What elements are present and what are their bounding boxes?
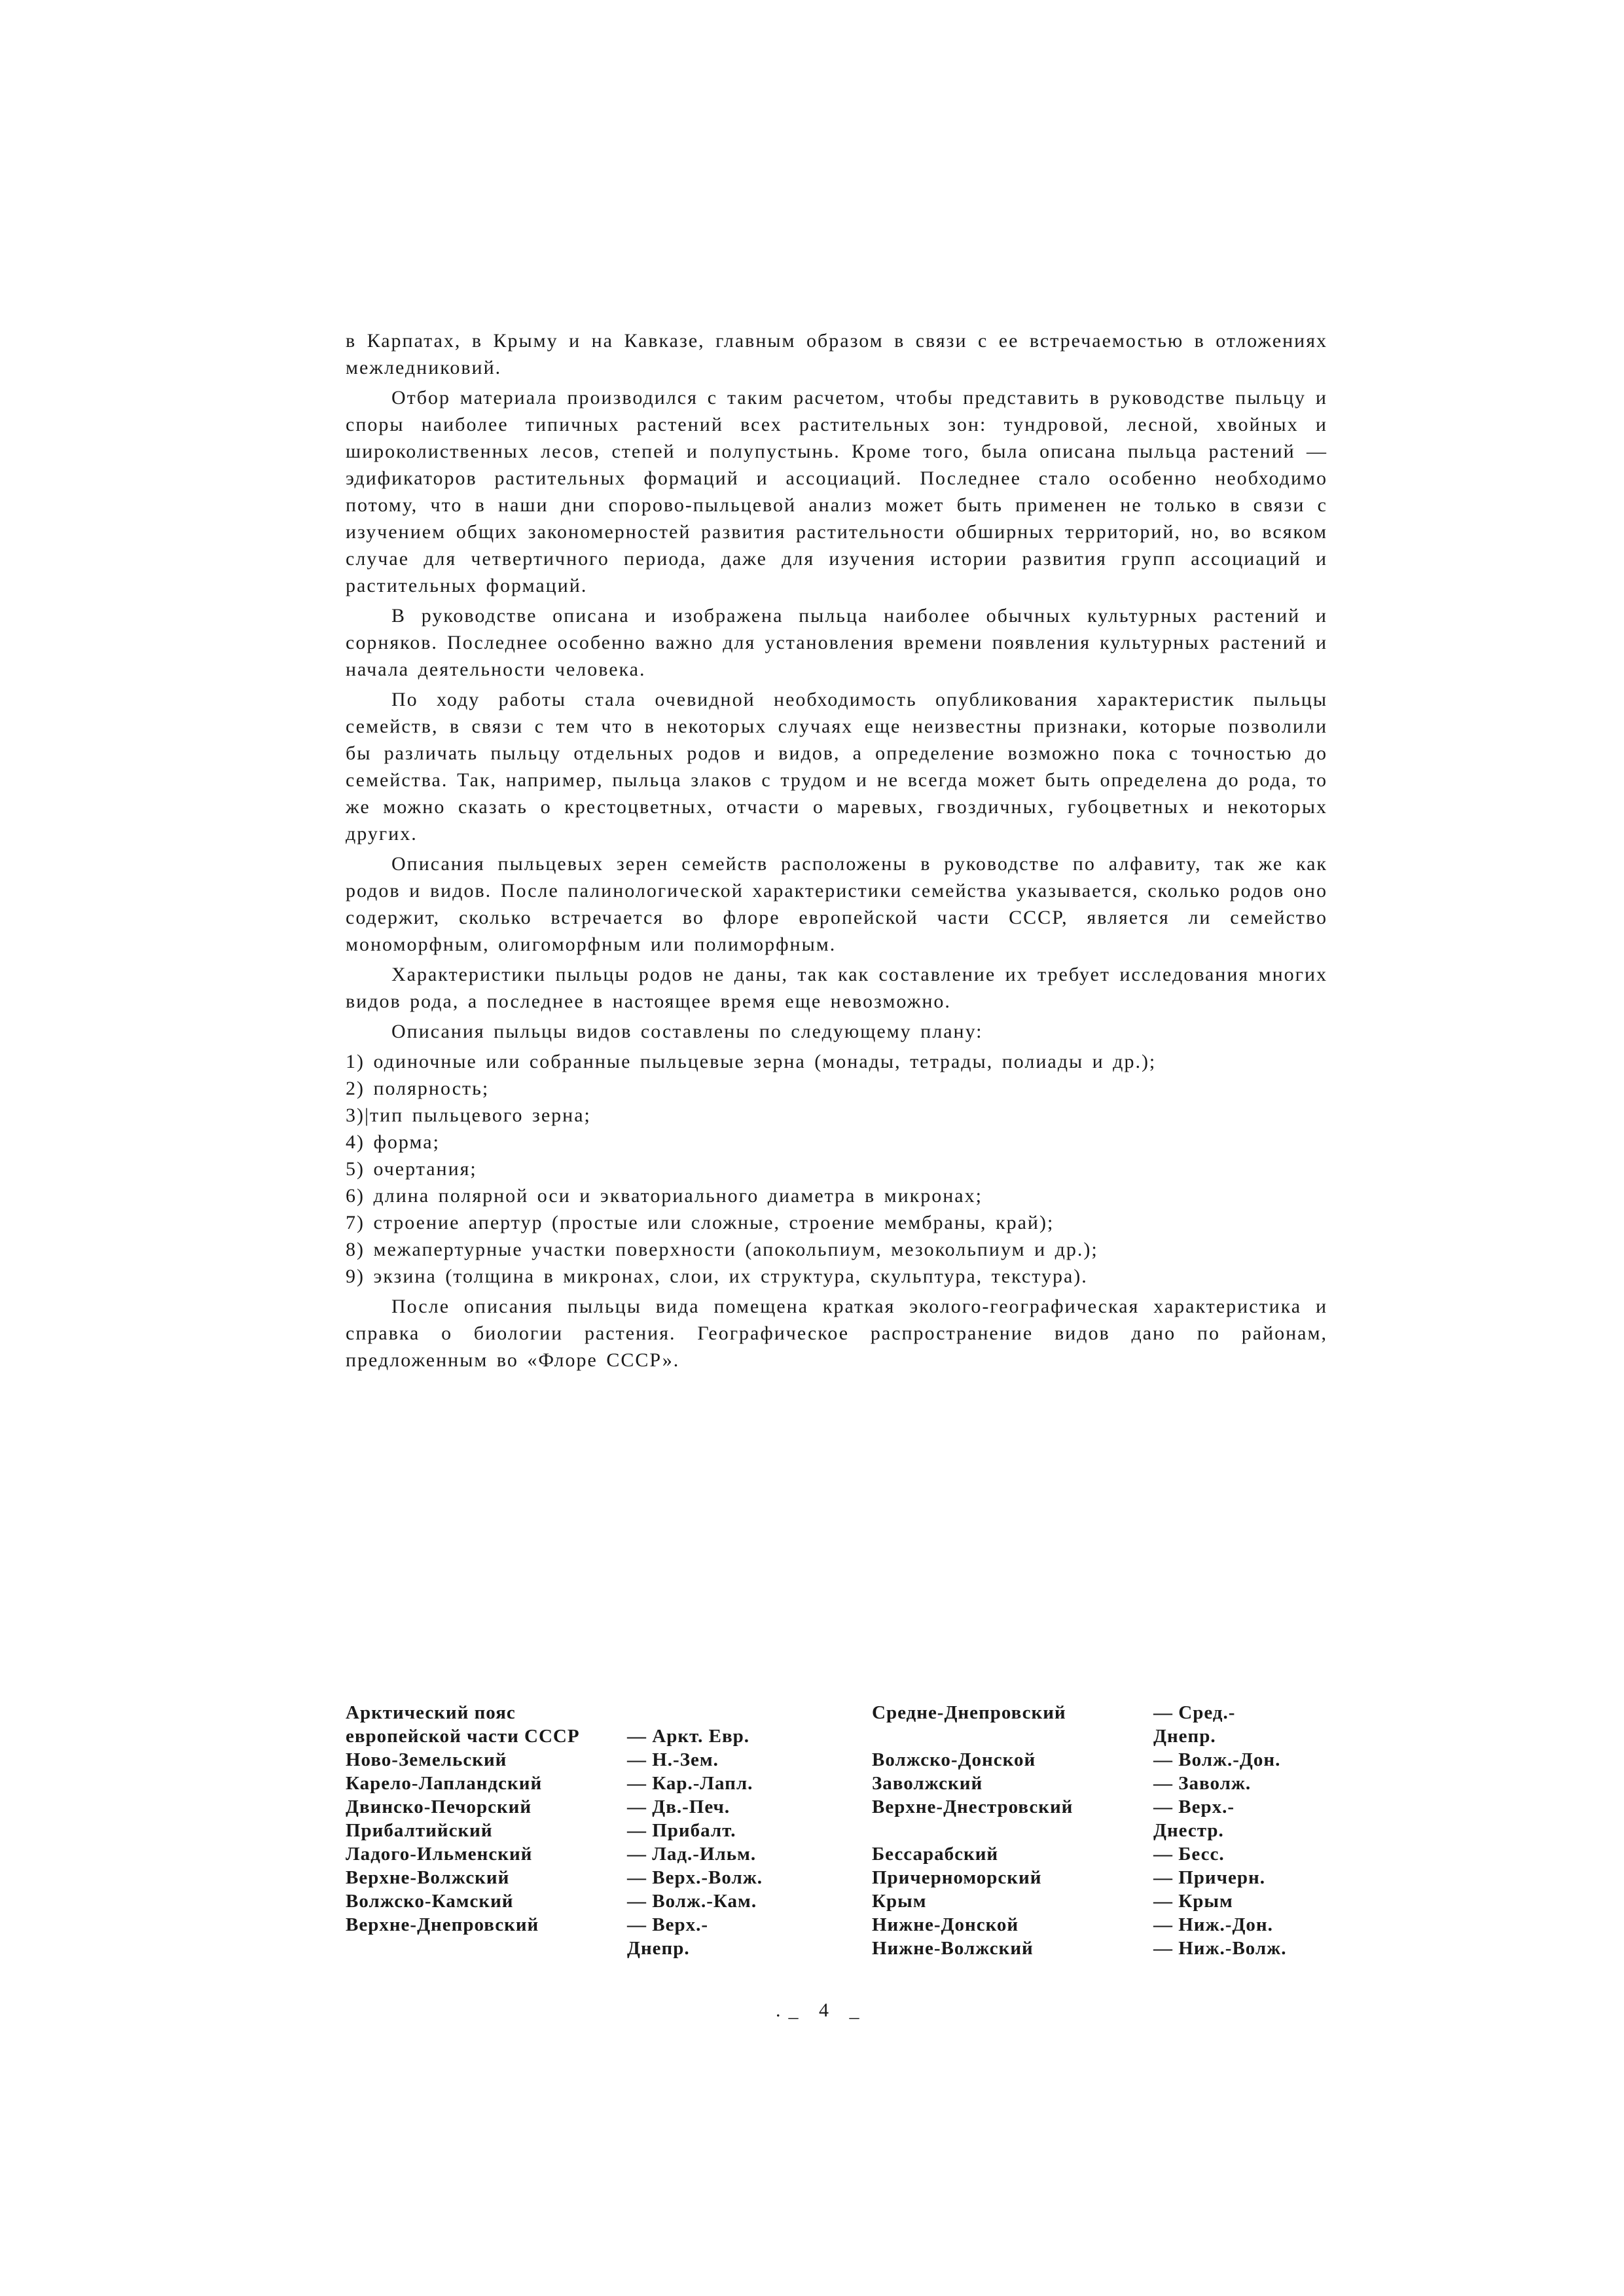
region-row [872,1842,1330,1866]
plan-item-8: 8) межапертурные участки поверхности (апокольпиум, мезокольпиум и др.); [346,1239,1098,1260]
region-abbr: — Прибалт. [627,1820,736,1841]
region-abbr: — Заволж. [1153,1773,1252,1794]
region-row [872,1937,1330,1960]
region-abbr: — Дв.-Печ. [627,1796,731,1817]
region-name [872,1724,1153,1748]
region-abbr: — Ниж.-Дон. [1153,1914,1273,1935]
plan-item-5: 5) очертания; [346,1158,477,1180]
region-row [346,1913,830,1937]
paragraph-7: Описания пыльцы видов составлены по следующему плану: [391,1021,983,1042]
region-row [872,1795,1330,1819]
plan-item-4: 4) форма; [346,1131,440,1153]
paragraph-1: в Карпатах, в Крыму и на Кавказе, главным образом в связи с ее встречаемостью в отложениях межледниковий. [346,330,1327,378]
region-name: Бессарабский [872,1844,999,1865]
region-abbr [627,1701,830,1724]
region-abbr: — Верх.- [627,1914,708,1935]
plan-item-2: 2) полярность; [346,1078,490,1099]
region-row [872,1866,1330,1889]
region-abbr: — Верх.- [1153,1796,1235,1817]
region-name [872,1819,1153,1842]
region-abbr: — Сред.- [1153,1702,1236,1723]
region-abbr: — Крым [1153,1891,1233,1912]
regions-left-column [346,1701,830,1960]
plan-item-6: 6) длина полярной оси и экваториального диаметра в микронах; [346,1185,983,1207]
region-abbr: Днепр. [627,1938,690,1959]
region-name: Заволжский [872,1773,983,1794]
region-abbr: — Ниж.-Волж. [1153,1938,1287,1959]
paragraph-5: Описания пыльцевых зерен семейств расположены в руководстве по алфавиту, так же как родов и видов. После палинологической характеристики семейства указывается, сколько родов оно содержит, сколько встречается во флоре европейской части СССР, является ли семейство мономорфным, олигоморфным или полиморфным. [346,853,1327,955]
closing-paragraph: После описания пыльцы вида помещена краткая эколого-географическая характеристика и справка о биологии растения. Географическое распространение видов дано по районам, предложенным во «Флоре СССР». [346,1296,1327,1371]
region-abbr: — Н.-Зем. [627,1749,719,1770]
region-row [346,1842,830,1866]
paragraph-6: Характеристики пыльцы родов не даны, так как составление их требует исследования многих видов рода, а последнее в настоящее время еще невозможно. [346,964,1327,1012]
page-number: ._ 4 _ [776,1999,867,2021]
region-name: Верхне-Волжский [346,1867,510,1888]
region-abbr: — Лад.-Ильм. [627,1844,757,1865]
region-name: Нижне-Донской [872,1914,1019,1935]
region-row [872,1889,1330,1913]
region-row [872,1748,1330,1772]
region-abbr: — Аркт. Евр. [627,1726,749,1747]
page-body [346,327,1327,1377]
region-row [346,1724,830,1748]
paragraph-2: Отбор материала производился с таким расчетом, чтобы представить в руководстве пыльцу и споры наиболее типичных растений всех растительных зон: тундровой, лесной, хвойных и широколиственных лесов, степей и полупустынь. Кроме того, была описана пыльца растений — эдификаторов растительных формаций и ассоциаций. Последнее стало особенно необходимо потому, что в наши дни спорово-пыльцевой анализ может быть применен не только в связи с изучением общих закономерностей развития растительности обширных территорий, но, во всяком случае для четвертичного периода, даже для изучения истории развития групп ассоциаций и растительных формаций. [346,387,1327,596]
region-row [872,1913,1330,1937]
region-abbr: — Кар.-Лапл. [627,1773,753,1794]
region-name: Крым [872,1891,927,1912]
region-name: Прибалтийский [346,1820,493,1841]
region-row [346,1889,830,1913]
region-name [346,1937,627,1960]
paragraph-4: По ходу работы стала очевидной необходимость опубликования характеристик пыльцы семейств, в связи с тем что в некоторых случаях еще неизвестны признаки, которые позволили бы различать пыльцу отдельных родов и видов, а определение возможно пока с точностью до семейства. Так, например, пыльца злаков с трудом и не всегда может быть определена до рода, то же можно сказать о крестоцветных, отчасти о маревых, гвоздичных, губоцветных и некоторых других. [346,689,1327,845]
region-abbr: Днестр. [1153,1820,1224,1841]
region-row [346,1701,830,1724]
region-abbr: — Волж.-Дон. [1153,1749,1281,1770]
region-row [872,1724,1330,1748]
region-name: Причерноморский [872,1867,1042,1888]
plan-list [346,1048,1327,1290]
region-row [346,1772,830,1795]
region-row [872,1819,1330,1842]
region-abbr: — Причерн. [1153,1867,1265,1888]
region-name: европейской части СССР [346,1726,580,1747]
paragraph-3: В руководстве описана и изображена пыльца наиболее обычных культурных растений и сорняков. Последнее особенно важно для установления времени появления культурных растений и начала деятельности человека. [346,605,1327,680]
plan-item-1: 1) одиночные или собранные пыльцевые зерна (монады, тетрады, полиады и др.); [346,1051,1157,1072]
region-row [872,1701,1330,1724]
region-name: Волжско-Камский [346,1891,514,1912]
region-row [346,1795,830,1819]
plan-item-7: 7) строение апертур (простые или сложные, строение мембраны, край); [346,1212,1055,1233]
region-name: Волжско-Донской [872,1749,1036,1770]
region-name: Верхне-Днестровский [872,1796,1074,1817]
region-abbr: — Верх.-Волж. [627,1867,763,1888]
region-name: Двинско-Печорский [346,1796,532,1817]
region-row [872,1772,1330,1795]
plan-item-9: 9) экзина (толщина в микронах, слои, их структура, скульптура, текстура). [346,1266,1088,1287]
region-abbr: — Волж.-Кам. [627,1891,757,1912]
region-row [346,1748,830,1772]
regions-right-column [872,1701,1330,1960]
region-row [346,1937,830,1960]
region-name: Арктический пояс [346,1702,516,1723]
region-name: Средне-Днепровский [872,1702,1066,1723]
region-abbr: — Бесс. [1153,1844,1225,1865]
region-name: Ладого-Ильменский [346,1844,533,1865]
region-abbr: Днепр. [1153,1726,1216,1747]
region-name: Ново-Земельский [346,1749,507,1770]
region-name: Нижне-Волжский [872,1938,1034,1959]
plan-item-3: 3)|тип пыльцевого зерна; [346,1104,591,1126]
region-row [346,1866,830,1889]
region-row [346,1819,830,1842]
region-name: Верхне-Днепровский [346,1914,539,1935]
region-name: Карело-Лапландский [346,1773,543,1794]
